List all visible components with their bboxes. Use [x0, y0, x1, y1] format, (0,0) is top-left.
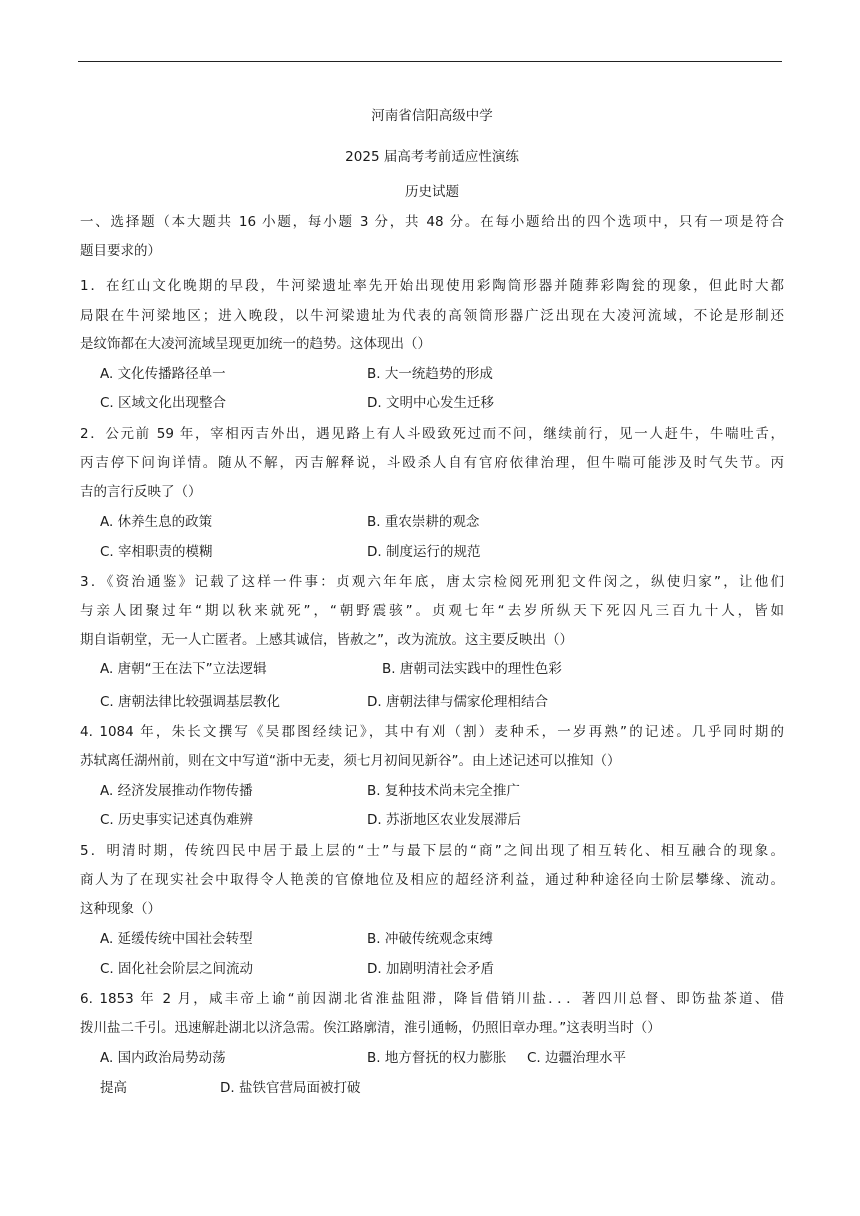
option-c: C. 区域文化出现整合 — [100, 395, 227, 411]
section-instruction: 一、选择题（本大题共 16 小题，每小题 3 分，共 48 分。在每小题给出的四个选项中，只有一项是符合 — [80, 214, 784, 230]
question-text: 期自诣朝堂，无一人亡匿者。上感其诚信，皆赦之”，改为流放。这主要反映出（） — [80, 632, 573, 648]
option-a: A. 延缓传统中国社会转型 — [100, 931, 253, 947]
option-a: A. 休养生息的政策 — [100, 514, 213, 530]
header-rule — [78, 61, 782, 62]
option-b: B. 复种技术尚未完全推广 — [367, 783, 520, 799]
school-name: 河南省信阳高级中学 — [371, 108, 493, 124]
question-text: 5．明清时期，传统四民中居于最上层的“士”与最下层的“商”之间出现了相互转化、相互融合的现象。 — [80, 843, 784, 859]
option-d: D. 文明中心发生迁移 — [367, 395, 494, 411]
option-d: D. 唐朝法律与儒家伦理相结合 — [367, 694, 548, 710]
option-c: C. 宰相职责的模糊 — [100, 544, 213, 560]
option-b: B. 冲破传统观念束缚 — [367, 931, 493, 947]
option-c: C. 边疆治理水平 — [527, 1050, 627, 1066]
section-instruction-cont: 题目要求的） — [80, 243, 161, 259]
option-d: D. 盐铁官营局面被打破 — [220, 1080, 361, 1096]
question-text: 6. 1853 年 2 月，咸丰帝上谕“前因湖北省淮盐阻滞，降旨借销川盐．．．著四川总督、即饬盐茶道、借 — [80, 991, 784, 1007]
option-c: C. 历史事实记述真伪难辨 — [100, 812, 254, 828]
option-a: A. 国内政治局势动荡 — [100, 1050, 226, 1066]
question-text: 丙吉停下问询详情。随从不解，丙吉解释说，斗殴杀人自有官府依律治理，但牛喘可能涉及时气失节。丙 — [80, 455, 784, 471]
option-b: B. 唐朝司法实践中的理性色彩 — [382, 661, 562, 677]
question-text: 吉的言行反映了（） — [80, 484, 202, 500]
option-c: C. 唐朝法律比较强调基层教化 — [100, 694, 281, 710]
option-d: D. 加剧明清社会矛盾 — [367, 961, 494, 977]
option-a: A. 经济发展推动作物传播 — [100, 783, 253, 799]
option-b: B. 大一统趋势的形成 — [367, 366, 493, 382]
question-text: 拨川盐二千引。迅速解赴湖北以济急需。俟江路廓清，淮引通畅，仍照旧章办理。”这表明当时（） — [80, 1020, 661, 1036]
question-text: 3．《资治通鉴》记载了这样一件事：贞观六年年底，唐太宗检阅死刑犯文件闵之，纵使归家”，让他们 — [80, 574, 784, 590]
question-text: 与亲人团聚过年“期以秋来就死”，“朝野震骇”。贞观七年“去岁所纵天下死囚凡三百九十人，皆如 — [80, 603, 784, 619]
question-text: 这种现象（） — [80, 901, 161, 917]
question-text: 苏轼离任湖州前，则在文中写道“浙中无麦，须七月初间见新谷”。由上述记述可以推知（） — [80, 753, 621, 769]
subject-title: 历史试题 — [405, 184, 459, 200]
question-text: 2．公元前 59 年，宰相丙吉外出，遇见路上有人斗殴致死过而不问，继续前行，见一人赶牛，牛喘吐舌， — [80, 426, 784, 442]
question-text: 1．在红山文化晚期的早段，牛河梁遗址率先开始出现使用彩陶筒形器并随葬彩陶瓮的现象，但此时大都 — [80, 278, 784, 294]
option-c: C. 固化社会阶层之间流动 — [100, 961, 254, 977]
question-text: 4. 1084 年，朱长文撰写《吴郡图经续记》，其中有刈（割）麦种禾，一岁再熟”的记述。几乎同时期的 — [80, 724, 784, 740]
option-b: B. 重农崇耕的观念 — [367, 514, 480, 530]
option-d: D. 制度运行的规范 — [367, 544, 481, 560]
option-a: A. 文化传播路径单一 — [100, 366, 226, 382]
exam-name: 2025 届高考考前适应性演练 — [345, 149, 519, 165]
option-d: D. 苏浙地区农业发展滞后 — [367, 812, 521, 828]
option-b: B. 地方督抚的权力膨胀 — [367, 1050, 507, 1066]
option-c-cont: 提高 — [100, 1080, 127, 1096]
question-text: 局限在牛河梁地区；进入晚段，以牛河梁遗址为代表的高领筒形器广泛出现在大凌河流域，不论是形制还 — [80, 308, 784, 324]
question-text: 是纹饰都在大凌河流域呈现更加统一的趋势。这体现出（） — [80, 336, 431, 352]
option-a: A. 唐朝“王在法下”立法逻辑 — [100, 661, 267, 677]
question-text: 商人为了在现实社会中取得令人艳羡的官僚地位及相应的超经济利益，通过种种途径向士阶层攀缘、流动。 — [80, 872, 784, 888]
